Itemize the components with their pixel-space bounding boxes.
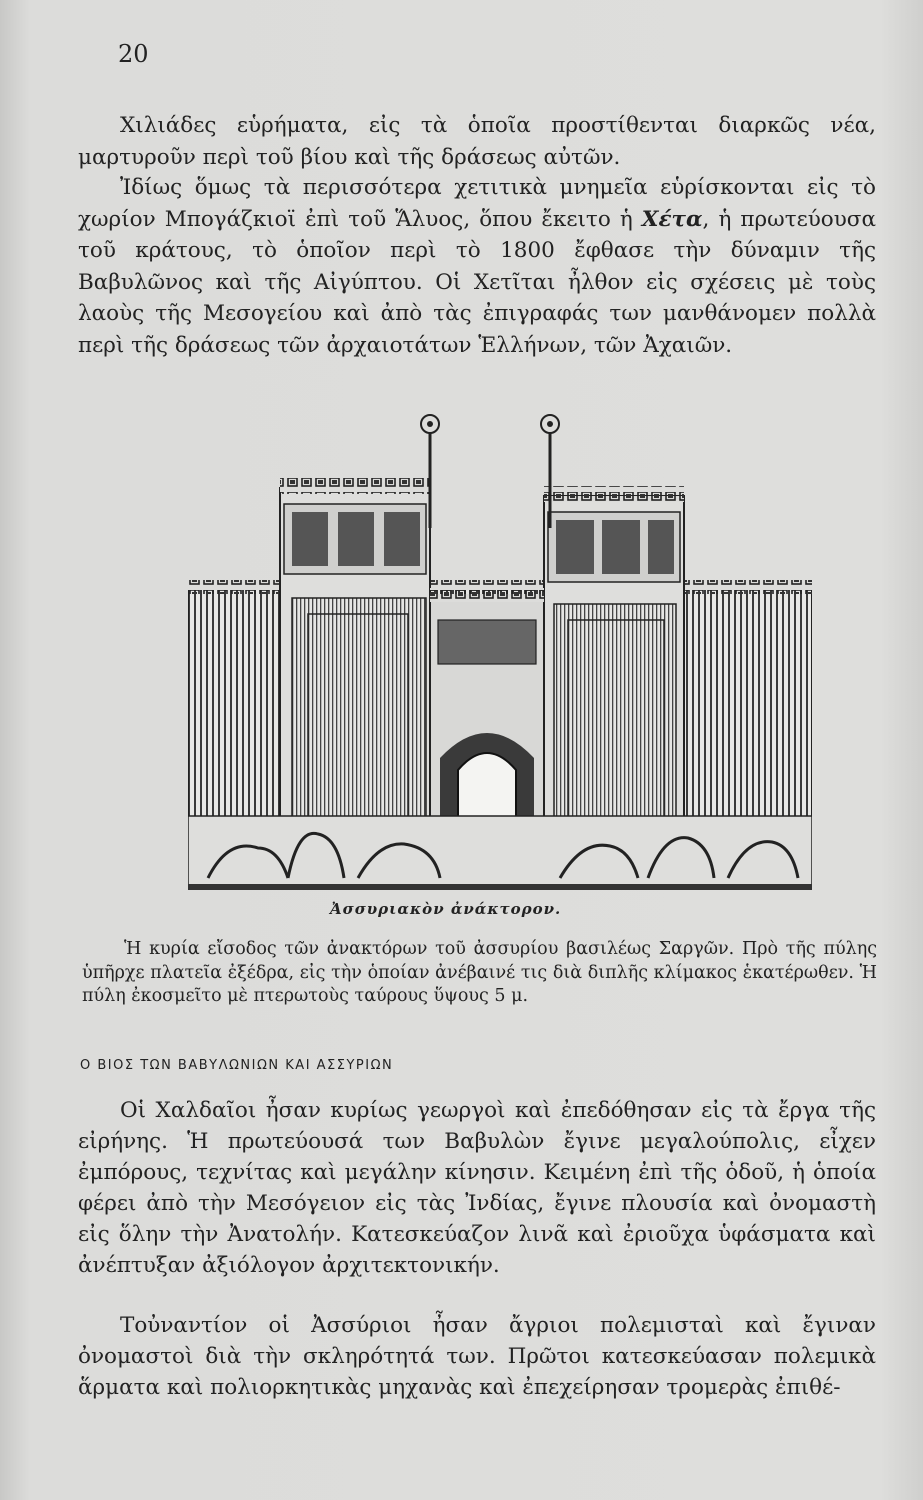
section-heading: Ο ΒΙΟΣ ΤΩΝ ΒΑΒΥΛΩΝΙΩΝ ΚΑΙ ΑΣΣΥΡΙΩΝ: [80, 1058, 394, 1073]
paragraph-2-before: Ἰδίως ὅμως τὰ περισσότερα χετιτικὰ μνημεῖα εὑρίσκονται εἰς τὸ χωρίον Μπογάζκιοϊ ἐπὶ τοῦ Ἅλυος, ὅπου ἔκειτο ἡ: [78, 175, 876, 232]
paragraph-1: [78, 110, 876, 173]
standards: [421, 415, 559, 528]
paragraph-2-after: , ἡ πρωτεύουσα τοῦ κράτους, τὸ ὁποῖον περὶ τὸ 1800 ἔφθασε τὴν δύναμιν τῆς Βαβυλῶνος καὶ τῆς Αἰγύπτου. Οἱ Χετῖται ἦλθον εἰς σχέσεις μὲ τοὺς λαοὺς τῆς Μεσογείου καὶ ἀπὸ τὰς ἐπιγραφάς των μανθάνομεν πολλὰ περὶ τῆς δράσεως τῶν ἀρχαιοτάτων Ἑλλήνων, τῶν Ἀχαιῶν.: [78, 206, 877, 358]
figure-description-text: Ἡ κυρία εἴσοδος τῶν ἀνακτόρων τοῦ ἀσσυρίου βασιλέως Σαργῶν. Πρὸ τῆς πύλης ὑπῆρχε πλατεῖα ἐξέδρα, εἰς τὴν ὁποίαν ἀνέβαινέ τις διὰ διπλῆς κλίμακος ἑκατέρωθεν. Ἡ πύλη ἐκοσμεῖτο μὲ πτερωτοὺς ταύρους ὕψους 5 μ.: [82, 939, 877, 1006]
paragraph-4-text: Τοὐναντίον οἱ Ἀσσύριοι ἦσαν ἄγριοι πολεμισταὶ καὶ ἔγιναν ὀνομαστοὶ διὰ τὴν σκληρότητά των. Πρῶτοι κατεσκεύασαν πολεμικὰ ἅρματα καὶ πολιορκητικὰς μηχανὰς καὶ ἐπεχείρησαν τρομερὰς ἐπιθέ-: [78, 1313, 876, 1400]
paragraph-3: [78, 1095, 876, 1281]
page-number: 20: [118, 40, 149, 68]
paragraph-3-text: Οἱ Χαλδαῖοι ἦσαν κυρίως γεωργοὶ καὶ ἐπεδόθησαν εἰς τὰ ἔργα τῆς εἰρήνης. Ἡ πρωτεύουσά των Βαβυλὼν ἔγινε μεγαλούπολις, εἶχεν ἐμπόρους, τεχνίτας καὶ μεγάλην κίνησιν. Κειμένη ἐπὶ τῆς ὁδοῦ, ἡ ὁποία φέρει ἀπὸ τὴν Μεσόγειον εἰς τὰς Ἰνδίας, ἔγινε πλουσία καὶ ὀνομαστὴ εἰς ὅλην τὴν Ἀνατολήν. Κατεσκεύαζον λινᾶ καὶ ἐριοῦχα ὑφάσματα καὶ ἀνέπτυξαν ἀξιόλογον ἀρχιτεκτονικήν.: [78, 1098, 876, 1278]
central-gate: [430, 588, 544, 824]
winged-bulls-frieze: [188, 816, 812, 890]
paragraph-1-text: Χιλιάδες εὑρήματα, εἰς τὰ ὁποῖα προστίθενται διαρκῶς νέα, μαρτυροῦν περὶ τοῦ βίου καὶ τῆς δράσεως αὐτῶν.: [78, 113, 876, 170]
paragraph-4: [78, 1310, 876, 1403]
figure-description: [82, 938, 877, 1009]
right-tower: [544, 486, 684, 828]
palace-drawing: [188, 408, 812, 894]
paragraph-2: [78, 172, 876, 361]
left-tower: [280, 478, 430, 828]
hatti-emphasis: Χέτα: [641, 206, 703, 232]
paragraph-2-text: [78, 172, 876, 361]
figure-caption: Ἀσσυριακὸν ἀνάκτορον.: [330, 900, 562, 918]
assyrian-palace-illustration: [188, 408, 812, 894]
